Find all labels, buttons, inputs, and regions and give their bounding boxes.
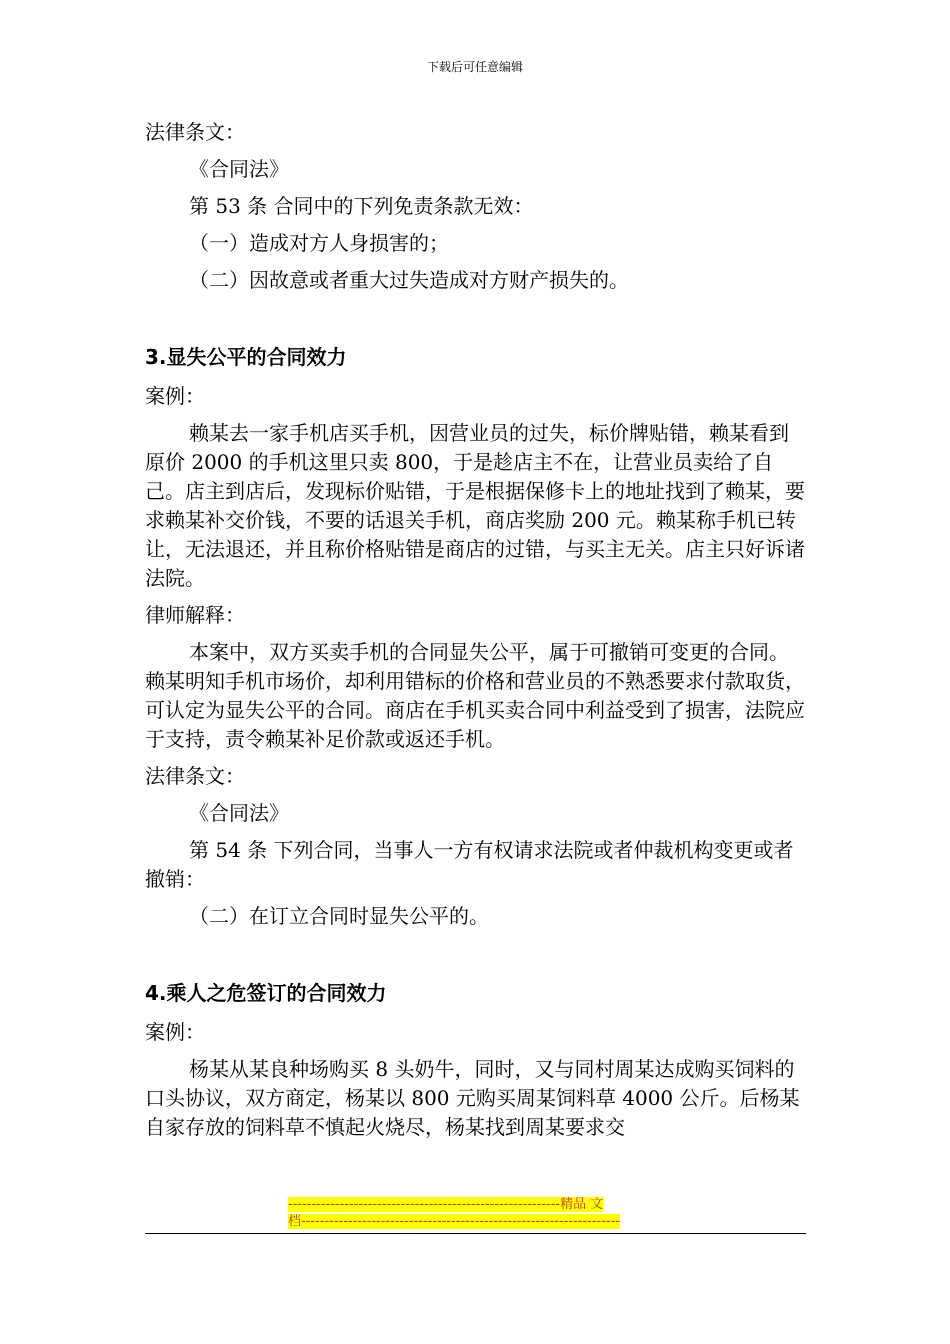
paragraph: 律师解释： (145, 603, 245, 627)
paragraph: 第 53 条 合同中的下列免责条款无效： (189, 194, 534, 218)
paragraph: 法律条文： (145, 764, 245, 788)
document-body (145, 118, 805, 1142)
footer-rule (145, 1233, 806, 1234)
paragraph: （一）造成对方人身损害的； (189, 231, 449, 255)
paragraph: 赖某去一家手机店买手机，因营业员的过失，标价牌贴错，赖某看到原价 2000 的手机这里只卖 800，于是趁店主不在，让营业员卖给了自己。店主到店后，发现标价贴错，于是根据保修卡上的地址找到了赖某，要求赖某补交价钱，不要的话退关手机，商店奖励 200 元。赖某称手机已转让，无法退还，并且称价格贴错是商店的过错，与买主无关。店主只好诉诸法院。 (145, 421, 805, 590)
footer-text-line1: ----------------------------------------------------------精品 文 (288, 1197, 604, 1212)
section-heading: 4.乘人之危签订的合同效力 (145, 981, 387, 1005)
section-heading: 3.显失公平的合同效力 (145, 345, 347, 369)
paragraph: （二）在订立合同时显失公平的。 (189, 904, 489, 928)
paragraph: 案例： (145, 1020, 205, 1044)
paragraph: 《合同法》 (189, 157, 289, 181)
paragraph: 杨某从某良种场购买 8 头奶牛，同时，又与同村周某达成购买饲料的口头协议，双方商定，杨某以 800 元购买周某饲料草 4000 公斤。后杨某自家存放的饲料草不慎起火烧尽，杨某找到周某要求交 (145, 1057, 800, 1139)
page-header: 下载后可任意编辑 (426, 60, 523, 74)
paragraph: 法律条文： (145, 120, 245, 144)
footer-text-line2: 档-------------------------------------------------------------------- (288, 1214, 620, 1229)
footer-watermark (288, 1196, 662, 1230)
paragraph: （二）因故意或者重大过失造成对方财产损失的。 (189, 268, 629, 292)
paragraph: 案例： (145, 384, 205, 408)
paragraph: 《合同法》 (189, 801, 289, 825)
paragraph: 本案中，双方买卖手机的合同显失公平，属于可撤销可变更的合同。赖某明知手机市场价，却利用错标的价格和营业员的不熟悉要求付款取货，可认定为显失公平的合同。商店在手机买卖合同中利益受到了损害，法院应于支持，责令赖某补足价款或返还手机。 (145, 640, 805, 751)
paragraph: 第 54 条 下列合同，当事人一方有权请求法院或者仲裁机构变更或者撤销： (145, 838, 794, 891)
